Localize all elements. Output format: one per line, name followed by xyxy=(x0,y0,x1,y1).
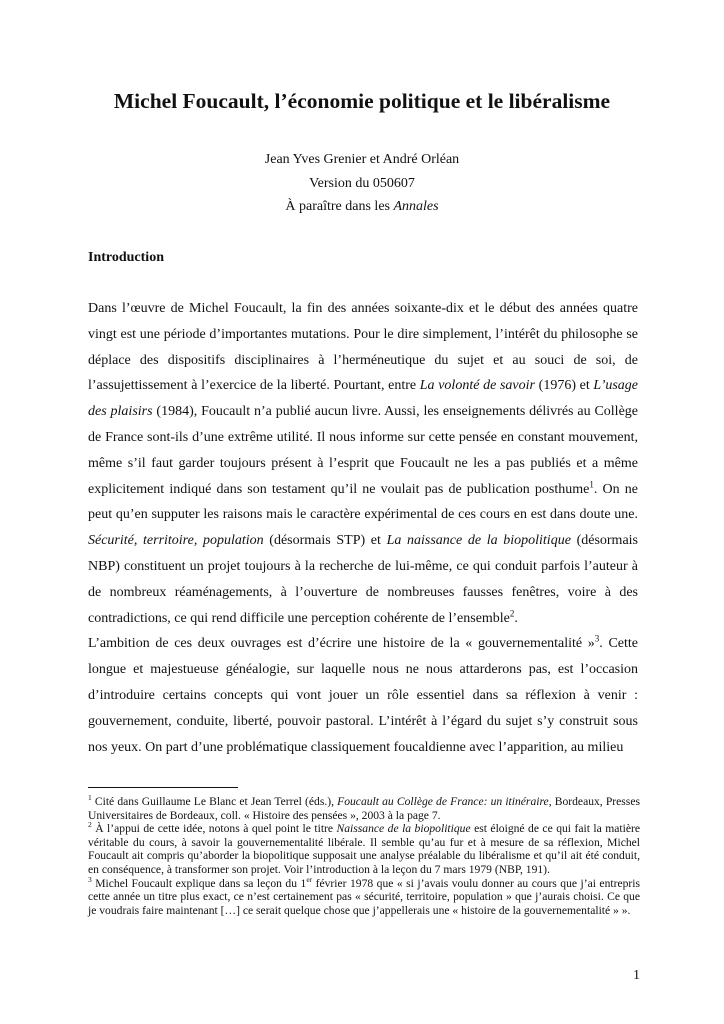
page-number: 1 xyxy=(633,968,640,983)
version-line: Version du 050607 xyxy=(309,175,415,191)
footnote-separator xyxy=(88,787,238,788)
authors: Jean Yves Grenier et André Orléan xyxy=(264,152,460,167)
footnote-1 xyxy=(88,795,640,822)
footnote-number: 3 xyxy=(88,874,92,884)
text-run: Dans l’œuvre de Michel Foucault, la fin des années soixante-dix et le début des années quatre vingt est une période d’importantes mutations. Pour le dire simplement, l’intérêt du philosophe se déplace des dispositifs disciplinaires à l’herméneutique du sujet et au souci de soi, de l’assujettissement à l’exercice de la liberté. Pourtant, entre xyxy=(88,301,638,394)
text-run: (désormais STP) et xyxy=(263,533,387,549)
text-run: (désormais NBP) constituent un projet toujours à la recherche de lui-même, ce qui conduit parfois l’auteur à de nombreux réaménagements, à l’ouverture de nombreuses fausses fenêtres, voire à des contradictions, ce qui rend difficile une perception cohérente de l’ensemble xyxy=(88,533,638,626)
text-run: (1976) et xyxy=(534,378,594,394)
text-run: À l’appui de cette idée, notons à quel point le titre xyxy=(91,822,337,836)
paper-title: Michel Foucault, l’économie politique et le libéralisme xyxy=(113,89,611,113)
book-title: Sécurité, territoire, population xyxy=(88,533,264,549)
journal-name: Annales xyxy=(393,199,439,214)
text-run: Cité dans Guillaume Le Blanc et Jean Terrel (éds.), xyxy=(91,795,338,808)
text-run: . On ne peut qu’en supputer les raisons mais le caractère expérimental de ces cours en est dans doute une. xyxy=(88,481,638,523)
text-run: , Bordeaux, Presses Universitaires de Bordeaux, coll. « Histoire des pensées », 2003 à la page 7. xyxy=(88,795,640,822)
ordinal-suffix: er xyxy=(306,874,313,884)
footnote-number: 1 xyxy=(88,793,92,803)
paragraph-1 xyxy=(88,296,638,631)
footnote-ref-3[interactable]: 3 xyxy=(594,633,600,644)
footnote-number: 2 xyxy=(88,820,92,830)
paragraph-2 xyxy=(88,631,638,760)
footnote-2 xyxy=(88,822,640,876)
book-title: L’usage des plaisirs xyxy=(88,378,639,420)
book-title: Foucault au Collège de France: un itinéraire xyxy=(337,795,549,808)
book-title: Naissance de la biopolitique xyxy=(336,822,471,836)
forthcoming-prefix: À paraître dans les xyxy=(285,199,394,214)
text-run: février 1978 que « si j’avais voulu donner au cours que j’ai entrepris cette année un titre plus exact, ce n’est certainement pas « sécurité, territoire, population » que j’aurais choisi. Ce que je voudrais faire maintenant […] ce serait quelque chose que j’appellerais une « histoire de la gouvernementalité » ». xyxy=(88,876,640,917)
text-run: . Cette longue et majestueuse généalogie, sur laquelle nous ne nous attarderons pas, est l’occasion d’introduire certains concepts qui vont jouer un rôle essentiel dans sa réflexion à venir : gouvernement, conduite, liberté, pouvoir pastoral. L’intérêt à l’égard du sujet s’y construit sous nos yeux. On part d’une problématique classiquement foucaldienne avec l’apparition, au milieu xyxy=(88,636,638,755)
footnotes xyxy=(88,795,640,917)
body-text xyxy=(88,296,638,760)
byline xyxy=(0,148,724,219)
text-run: (1984), Foucault n’a publié aucun livre. Aussi, les enseignements délivrés au Collège de France sont-ils d’une extrême utilité. Il nous informe sur cette pensée en constant mouvement, même s’il faut garder toujours présent à l’esprit que Foucault ne les a pas publiés et a même explicitement indiqué dans son testament qu’il ne voulait pas de publication posthume xyxy=(88,404,638,497)
forthcoming-line xyxy=(0,195,724,219)
footnote-ref-2[interactable]: 2 xyxy=(509,607,515,618)
section-heading: Introduction xyxy=(88,250,164,265)
text-run: est éloigné de ce qui fait la matière véritable du cours, à savoir la gouvernementalité libérale. Il semble qu’au fur et à mesure de sa réflexion, Michel Foucault ait compris qu’aborder la biopolitique supposait une analyse préalable du libéralisme et qu’il ait été conduit, en conséquence, à transformer son projet. Voir l’introduction à la leçon du 7 mars 1979 (NBP, 191). xyxy=(88,822,640,876)
text-run: . xyxy=(514,610,518,626)
text-run: Michel Foucault explique dans sa leçon du 1 xyxy=(91,876,307,890)
text-run: L’ambition de ces deux ouvrages est d’écrire une histoire de la « gouvernementalité » xyxy=(88,636,595,652)
footnote-3 xyxy=(88,874,640,918)
footnote-ref-1[interactable]: 1 xyxy=(589,478,594,489)
book-title: La volonté de savoir xyxy=(419,378,535,394)
book-title: La naissance de la biopolitique xyxy=(386,533,571,549)
